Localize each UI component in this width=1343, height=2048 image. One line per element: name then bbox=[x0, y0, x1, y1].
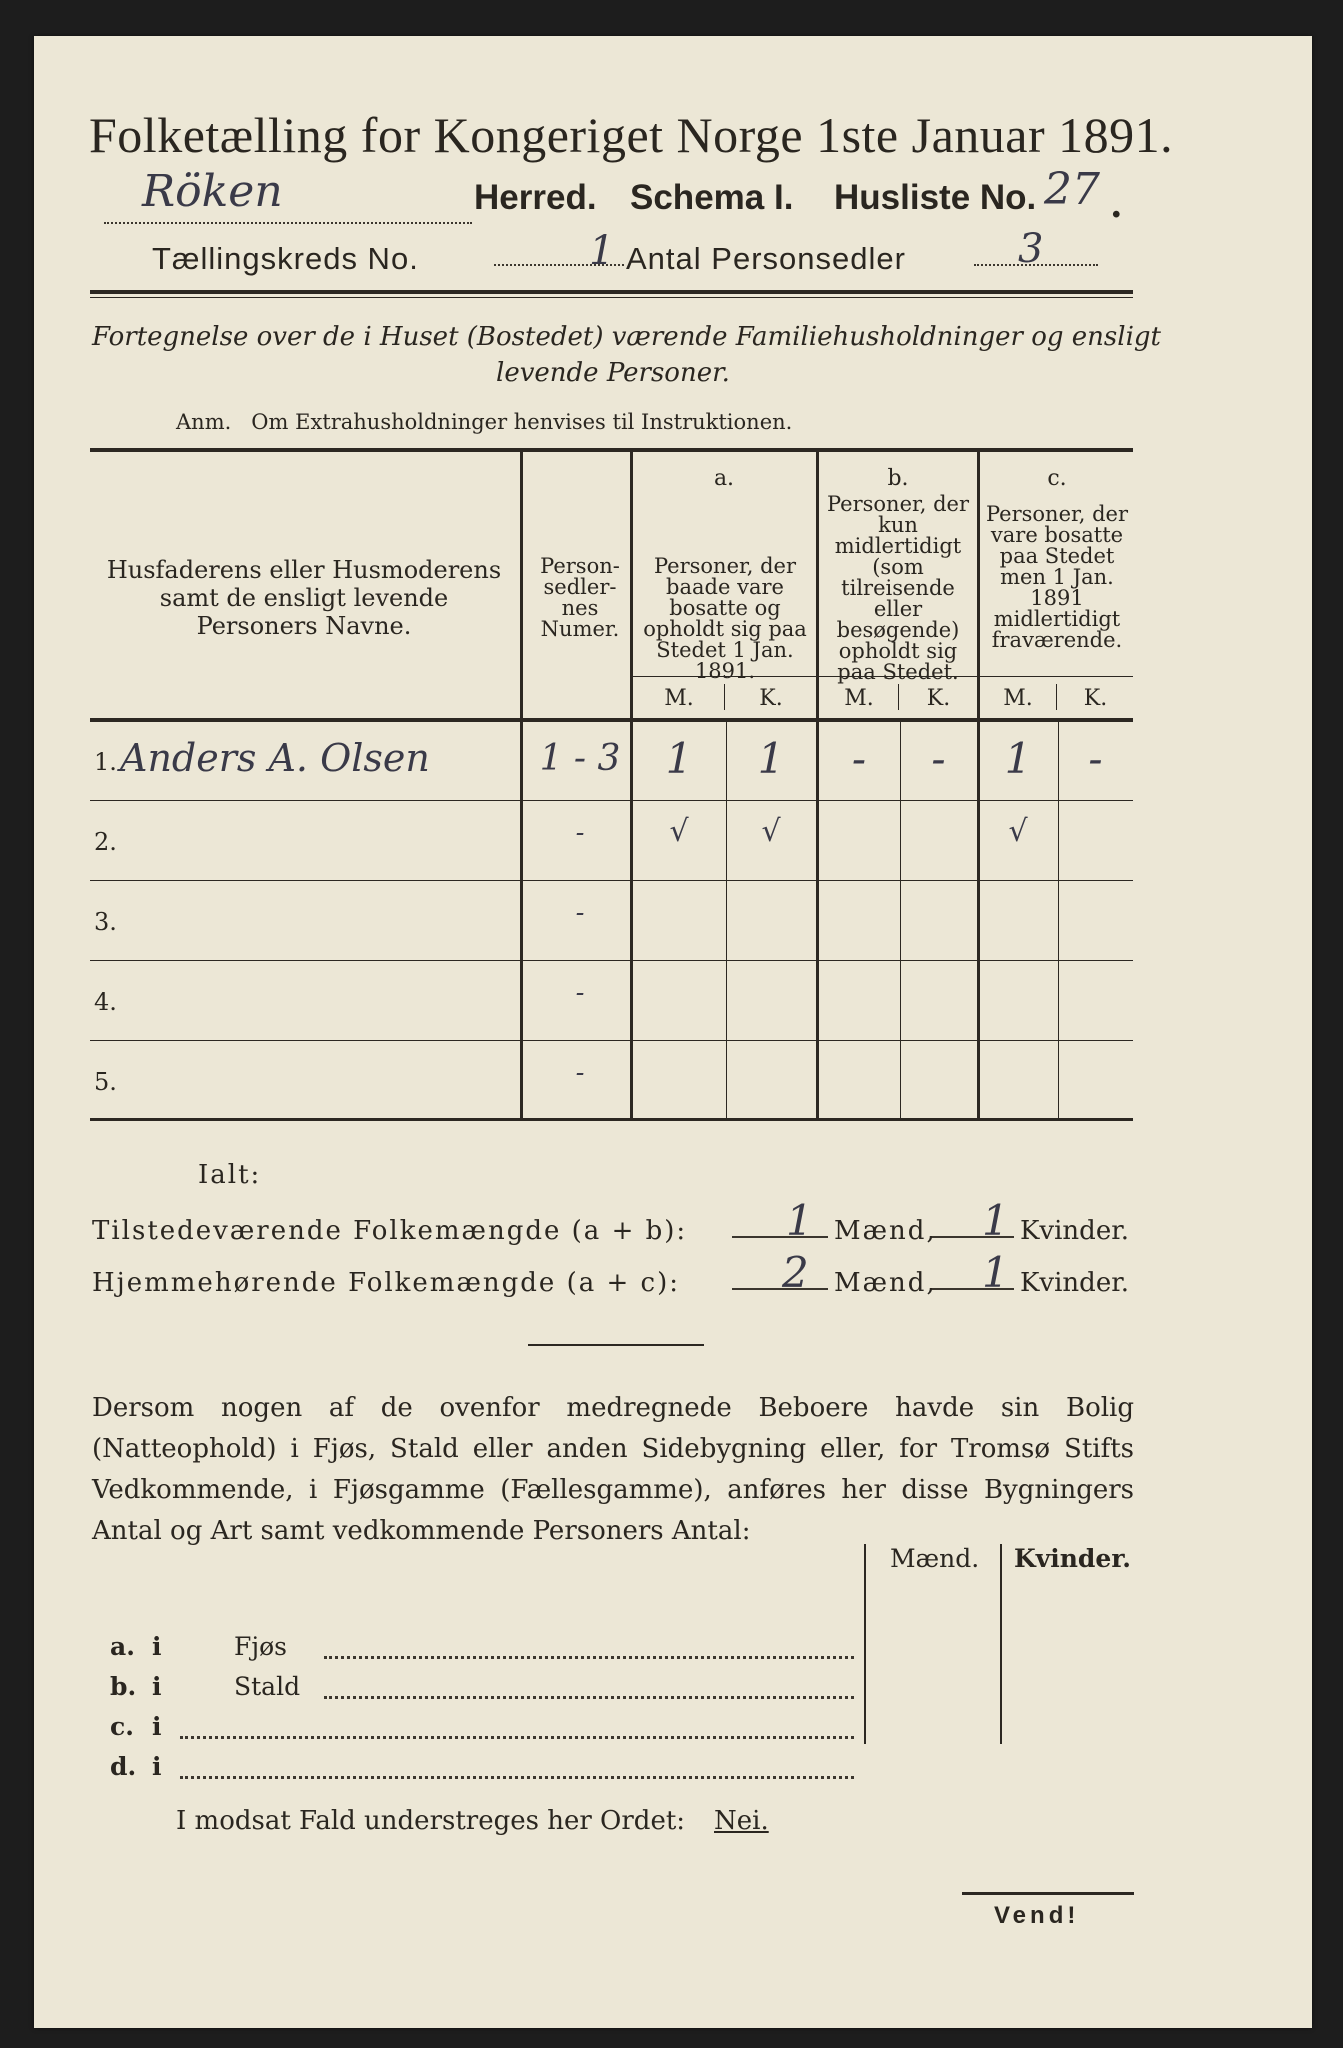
col-header-name: Husfaderens eller Husmoderens samt de ensligt levende Personers Navne. bbox=[106, 556, 502, 640]
anm-note: Anm. Om Extrahusholdninger henvises til Instruktionen. bbox=[176, 410, 793, 434]
notice-col-divider-2 bbox=[1000, 1544, 1002, 1744]
table-row-rule bbox=[90, 1040, 1133, 1041]
notice-item-letter: d. bbox=[110, 1752, 137, 1781]
tally-line-1-m: 1 bbox=[786, 1196, 813, 1245]
row-number: 3. bbox=[94, 908, 117, 936]
row-person-number: - bbox=[575, 1058, 585, 1088]
notice-item-dots bbox=[180, 1776, 854, 1779]
kreds-value: 1 bbox=[589, 228, 615, 274]
form-title: Folketælling for Kongeriget Norge 1ste Januar 1891. bbox=[89, 107, 1174, 163]
row-count-ak: 1 bbox=[757, 734, 785, 783]
table-row-rule bbox=[90, 880, 1133, 881]
vend-rule bbox=[962, 1892, 1134, 1895]
col-b-k: K. bbox=[926, 686, 951, 711]
row-person-number: - bbox=[575, 898, 585, 928]
antal-value: 3 bbox=[1018, 226, 1044, 272]
col-header-num: Person-sedler-nes Numer. bbox=[540, 554, 620, 641]
col-divider-name bbox=[520, 448, 523, 1120]
row-count-bk: - bbox=[931, 734, 946, 783]
notice-maend-header: Mænd. bbox=[890, 1544, 980, 1573]
husliste-label: Husliste No. bbox=[834, 178, 1037, 217]
col-b-letter: b. bbox=[887, 466, 909, 491]
husliste-dot: . bbox=[1110, 184, 1123, 226]
mk-sep-c bbox=[1056, 684, 1057, 710]
col-a-letter: a. bbox=[713, 466, 735, 491]
tally-line-1-m-rule bbox=[732, 1236, 828, 1238]
row-number: 5. bbox=[94, 1068, 117, 1096]
col-b-m: M. bbox=[844, 686, 874, 711]
col-header-b: Personer, der kun midlertidigt (som tilreisende eller besøgende) opholdt sig paa Stedet. bbox=[826, 492, 970, 684]
mk-rule-c bbox=[980, 676, 1133, 677]
tally-line-1-k: 1 bbox=[982, 1196, 1009, 1245]
row-count-cm: 1 bbox=[1004, 734, 1032, 783]
col-header-a: Personer, der baade vare bosatte og opholdt sig paa Stedet 1 Jan. 1891. bbox=[643, 554, 807, 683]
row-count-am: 1 bbox=[665, 734, 693, 783]
notice-item-letter: a. bbox=[110, 1632, 135, 1661]
tally-line-1-label: Tilstedeværende Folkemængde (a + b): bbox=[92, 1216, 688, 1246]
row-number: 4. bbox=[94, 988, 117, 1016]
col-c-m: M. bbox=[1003, 686, 1033, 711]
mk-sep-b bbox=[898, 684, 899, 710]
notice-col-divider-1 bbox=[864, 1544, 866, 1744]
col-divider-b bbox=[977, 448, 980, 1120]
notice-item-dots bbox=[324, 1696, 854, 1699]
table-row-rule bbox=[90, 960, 1133, 961]
notice-item-i: i bbox=[152, 1712, 162, 1741]
notice-item-i: i bbox=[152, 1752, 162, 1781]
notice-item-i: i bbox=[152, 1632, 162, 1661]
tally-line-1-kvinder: Kvinder. bbox=[1020, 1216, 1130, 1246]
row-number: 1. bbox=[94, 748, 117, 776]
row-person-number: - bbox=[575, 818, 585, 848]
herred-value: Röken bbox=[142, 166, 283, 217]
tally-line-2-k: 1 bbox=[982, 1248, 1009, 1297]
tally-line-1-maend: Mænd, bbox=[834, 1216, 937, 1246]
kreds-label: Tællingskreds No. bbox=[152, 241, 419, 276]
notice-item-dots bbox=[180, 1736, 854, 1739]
tally-line-2-m: 2 bbox=[782, 1248, 809, 1297]
col-a-k: K. bbox=[759, 686, 783, 711]
ialt-label: Ialt: bbox=[198, 1160, 262, 1190]
row-number: 2. bbox=[94, 828, 117, 856]
tally-line-2-kvinder: Kvinder. bbox=[1020, 1268, 1130, 1298]
husliste-value: 27 bbox=[1044, 164, 1100, 215]
row-count-ck: - bbox=[1088, 734, 1103, 783]
modsat-word: Nei. bbox=[714, 1806, 769, 1836]
col-c-letter: c. bbox=[1047, 466, 1067, 491]
census-form-page bbox=[34, 36, 1312, 2028]
row-count-bm: - bbox=[851, 734, 867, 783]
herred-label: Herred. bbox=[474, 178, 597, 217]
row-person-number: 1 - 3 bbox=[539, 738, 621, 779]
notice-item-label: Stald bbox=[234, 1672, 301, 1701]
row-name: Anders A. Olsen bbox=[120, 736, 430, 780]
notice-item-label: Fjøs bbox=[234, 1632, 287, 1661]
vend-label: Vend! bbox=[994, 1902, 1080, 1929]
modsat-text: I modsat Fald understreges her Ordet: bbox=[176, 1806, 686, 1836]
notice-item-dots bbox=[324, 1656, 854, 1659]
notice-item-letter: c. bbox=[110, 1712, 134, 1741]
intro-line-1: Fortegnelse over de i Huset (Bostedet) værende Familiehusholdninger og ensligt bbox=[92, 322, 1161, 352]
mk-sep-a bbox=[724, 684, 725, 710]
tally-line-2-m-rule bbox=[732, 1288, 828, 1290]
notice-paragraph: Dersom nogen af de ovenfor medregnede Beboere havde sin Bolig (Natteophold) i Fjøs, Stald eller anden Sidebygning eller, for Tromsø Stifts Vedkommende, i Fjøsgamme (Fællesgamme), anføres her disse Bygningers Antal og Art samt vedkommende Personers Antal: bbox=[92, 1393, 1134, 1546]
col-divider-a bbox=[816, 448, 819, 1120]
tally-line-2-maend: Mænd, bbox=[834, 1268, 937, 1298]
section-divider bbox=[528, 1344, 704, 1346]
row-count-am: √ bbox=[669, 814, 689, 849]
row-count-cm: √ bbox=[1008, 814, 1028, 849]
col-divider-num bbox=[630, 448, 633, 1120]
title-rule-thick bbox=[90, 290, 1133, 294]
notice-item-letter: b. bbox=[110, 1672, 137, 1701]
row-person-number: - bbox=[575, 978, 585, 1008]
schema-label: Schema I. bbox=[630, 178, 794, 217]
intro-line-2: levende Personer. bbox=[496, 358, 730, 388]
col-a-m: M. bbox=[664, 686, 694, 711]
antal-label: Antal Personsedler bbox=[626, 241, 906, 276]
notice-kvinder-header: Kvinder. bbox=[1014, 1544, 1131, 1573]
tally-line-2-label: Hjemmehørende Folkemængde (a + c): bbox=[92, 1268, 680, 1298]
title-rule-thin bbox=[90, 297, 1133, 298]
table-row-rule bbox=[90, 800, 1133, 801]
col-c-k: K. bbox=[1083, 686, 1108, 711]
col-header-c: Personer, der vare bosatte paa Stedet men 1 Jan. 1891 midlertidigt fraværende. bbox=[985, 502, 1129, 652]
notice-item-i: i bbox=[152, 1672, 162, 1701]
row-count-ak: √ bbox=[761, 814, 781, 849]
